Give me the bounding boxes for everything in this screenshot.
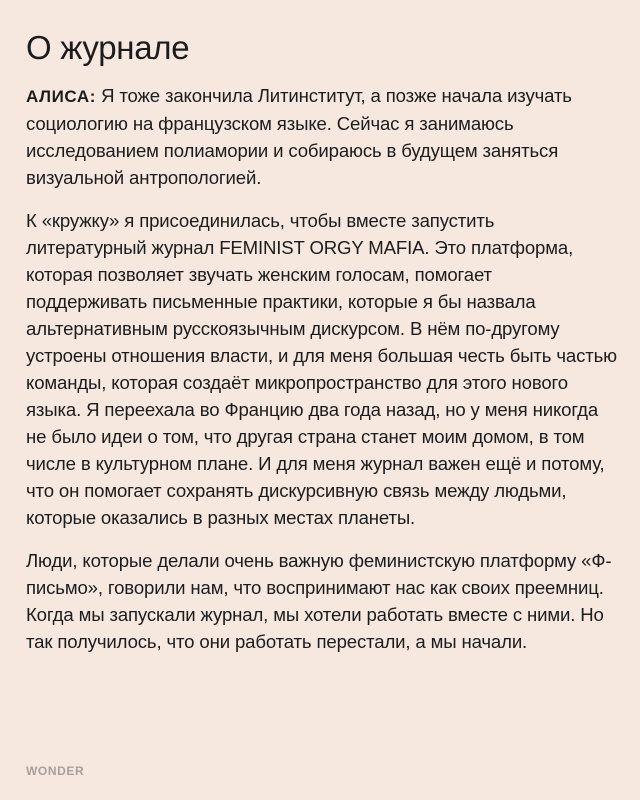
paragraph-1-text: Я тоже закончила Литинститут, а позже начала изучать социологию на французском языке. Сейчас я занимаюсь исследованием полиамории и собираюсь в будущем заняться визуальной антропологией. [26, 85, 572, 188]
speaker-label: АЛИСА: [26, 87, 97, 106]
paragraph-2 [26, 207, 618, 531]
paragraph-3-text: Люди, которые делали очень важную феминистскую платформу «Ф-письмо», говорили нам, что воспринимают нас как своих преемниц. Когда мы запускали журнал, мы хотели работать вместе с ними. Но так получилось, что они работать перестали, а мы начали. [26, 550, 612, 652]
paragraph-3 [26, 547, 618, 655]
paragraph-2-text: К «кружку» я присоединилась, чтобы вместе запустить литературный журнал FEMINIST ORGY MAFIA. Это платформа, которая позволяет звучать женским голосам, помогает поддерживать письменные практики, которые я бы назвала альтернативным русскоязычным дискурсом. В нём по-другому устроены отношения власти, и для меня большая честь быть частью команды, которая создаёт микропространство для этого нового языка. Я переехала во Францию два года назад, но у меня никогда не было идеи о том, что другая страна станет моим домом, в том числе в культурном плане. И для меня журнал важен ещё и потому, что он помогает сохранять дискурсивную связь между людьми, которые оказались в разных местах планеты. [26, 210, 617, 528]
wonder-logo: WONDER [26, 764, 85, 778]
page-title: О журнале [26, 29, 190, 66]
article-page [26, 28, 618, 671]
paragraph-1 [26, 82, 618, 191]
